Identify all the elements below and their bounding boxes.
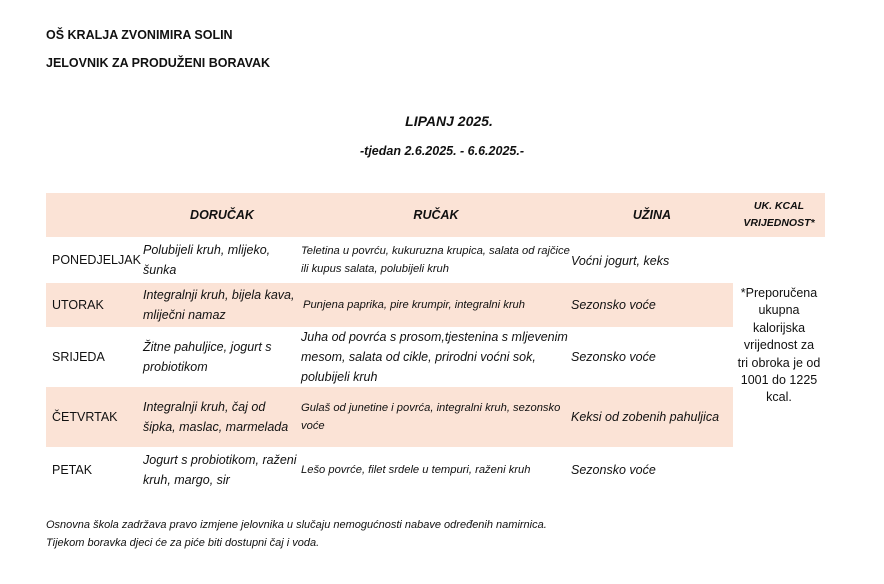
day-cell: PONEDJELJAK — [52, 253, 141, 267]
rucak-cell: Lešo povrće, filet srdele u tempuri, raženi kruh — [301, 463, 531, 476]
week-range: -tjedan 2.6.2025. - 6.6.2025.- — [360, 144, 524, 158]
table-row — [46, 447, 825, 492]
header-kcal-line1: UK. KCAL — [753, 200, 805, 212]
header-uzina: UŽINA — [632, 208, 672, 222]
dorucak-cell: Jogurt s probiotikom, raženi kruh, margo, sir — [143, 452, 297, 487]
table-header-row — [46, 193, 825, 237]
uzina-cell: Sezonsko voće — [571, 462, 656, 477]
header-kcal-line2: VRIJEDNOST* — [743, 217, 815, 229]
table-row — [46, 387, 825, 447]
school-name: OŠ KRALJA ZVONIMIRA SOLIN — [46, 28, 233, 42]
uzina-cell: Voćni jogurt, keks — [571, 254, 670, 268]
menu-table — [46, 193, 825, 492]
dorucak-cell: Integralnji kruh, bijela kava, mliječni namaz — [143, 288, 295, 322]
kcal-note: *Preporučena ukupna kalorijska vrijednost za tri obroka je od 1001 do 1225 kcal. — [733, 237, 825, 492]
day-cell: SRIJEDA — [52, 350, 105, 364]
header-rucak: RUČAK — [413, 208, 459, 222]
dorucak-cell: Žitne pahuljice, jogurt s probiotikom — [143, 340, 272, 374]
document-subtitle: JELOVNIK ZA PRODUŽENI BORAVAK — [46, 56, 271, 70]
uzina-cell: Sezonsko voće — [571, 350, 656, 364]
header-dorucak: DORUČAK — [190, 208, 254, 222]
rucak-cell: Punjena paprika, pire krumpir, integralni kruh — [303, 299, 526, 311]
header-kcal — [733, 193, 825, 237]
day-cell: PETAK — [52, 462, 93, 477]
table-row — [46, 327, 825, 387]
day-cell: ČETVRTAK — [52, 410, 118, 424]
dorucak-cell: Polubijeli kruh, mlijeko, šunka — [143, 243, 271, 277]
footer-note-1: Osnovna škola zadržava pravo izmjene jelovnika u slučaju nemogućnosti nabave određenih namirnica. — [46, 519, 547, 531]
table-row — [46, 237, 825, 283]
rucak-cell: Gulaš od junetine i povrća, integralni kruh, sezonsko voće — [301, 402, 561, 432]
dorucak-cell: Integralnji kruh, čaj od šipka, maslac, marmelada — [143, 400, 289, 434]
uzina-cell: Keksi od zobenih pahuljica — [571, 410, 720, 424]
table-row — [46, 283, 825, 327]
month-title: LIPANJ 2025. — [405, 113, 493, 129]
rucak-cell: Juha od povrća s prosom,tjestenina s mljevenim mesom, salata od cikle, prirodni voćni sok, polubijeli kruh — [301, 330, 568, 384]
footer-note-2: Tijekom boravka djeci će za piće biti dostupni čaj i voda. — [46, 537, 320, 549]
header-day — [46, 193, 143, 237]
uzina-cell: Sezonsko voće — [571, 298, 656, 312]
day-cell: UTORAK — [52, 298, 104, 312]
rucak-cell: Teletina u povrću, kukuruzna krupica, salata od rajčice ili kupus salata, polubijeli kruh — [301, 245, 570, 275]
